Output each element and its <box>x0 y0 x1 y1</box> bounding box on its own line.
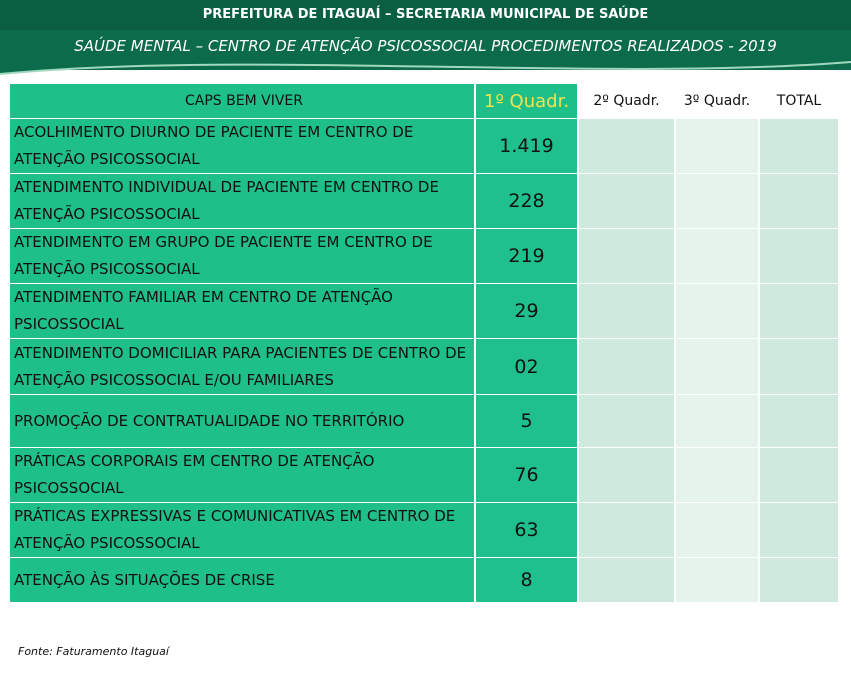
q3-cell <box>676 284 758 338</box>
q1-value: 228 <box>476 174 577 228</box>
column-header-q3: 3º Quadr. <box>676 84 758 118</box>
q3-cell <box>676 339 758 394</box>
q3-cell <box>676 395 758 447</box>
q2-cell <box>579 284 674 338</box>
q2-cell <box>579 558 674 602</box>
row-label: ATENDIMENTO EM GRUPO DE PACIENTE EM CENTRO DE ATENÇÃO PSICOSSOCIAL <box>10 229 474 283</box>
q2-cell <box>579 503 674 557</box>
row-label: ATENDIMENTO DOMICILIAR PARA PACIENTES DE CENTRO DE ATENÇÃO PSICOSSOCIAL E/OU FAMILIARES <box>10 339 474 394</box>
q1-value: 1.419 <box>476 119 577 173</box>
total-cell <box>760 229 838 283</box>
page-title: SAÚDE MENTAL – CENTRO DE ATENÇÃO PSICOSSOCIAL PROCEDIMENTOS REALIZADOS - 2019 <box>74 37 777 55</box>
source-note: Fonte: Faturamento Itaguaí <box>18 645 169 658</box>
q3-cell <box>676 229 758 283</box>
total-cell <box>760 503 838 557</box>
row-label: ATENDIMENTO FAMILIAR EM CENTRO DE ATENÇÃO PSICOSSOCIAL <box>10 284 474 338</box>
column-header-program: CAPS BEM VIVER <box>10 84 474 118</box>
q2-cell <box>579 448 674 502</box>
q3-cell <box>676 503 758 557</box>
q2-cell <box>579 229 674 283</box>
q1-value: 219 <box>476 229 577 283</box>
q1-value: 5 <box>476 395 577 447</box>
q3-cell <box>676 448 758 502</box>
q2-cell <box>579 395 674 447</box>
row-label: PRÁTICAS CORPORAIS EM CENTRO DE ATENÇÃO PSICOSSOCIAL <box>10 448 474 502</box>
header-wave-decoration <box>0 56 851 82</box>
row-label: PRÁTICAS EXPRESSIVAS E COMUNICATIVAS EM CENTRO DE ATENÇÃO PSICOSSOCIAL <box>10 503 474 557</box>
q2-cell <box>579 339 674 394</box>
q1-value: 29 <box>476 284 577 338</box>
q2-cell <box>579 119 674 173</box>
total-cell <box>760 448 838 502</box>
column-header-total: TOTAL <box>760 84 838 118</box>
q1-value: 76 <box>476 448 577 502</box>
column-header-q1: 1º Quadr. <box>476 84 577 118</box>
q3-cell <box>676 558 758 602</box>
column-header-q2: 2º Quadr. <box>579 84 674 118</box>
total-cell <box>760 395 838 447</box>
q3-cell <box>676 174 758 228</box>
q2-cell <box>579 174 674 228</box>
q1-value: 63 <box>476 503 577 557</box>
total-cell <box>760 558 838 602</box>
q1-value: 8 <box>476 558 577 602</box>
row-label: PROMOÇÃO DE CONTRATUALIDADE NO TERRITÓRIO <box>10 395 474 447</box>
q3-cell <box>676 119 758 173</box>
total-cell <box>760 339 838 394</box>
row-label: ATENDIMENTO INDIVIDUAL DE PACIENTE EM CENTRO DE ATENÇÃO PSICOSSOCIAL <box>10 174 474 228</box>
total-cell <box>760 119 838 173</box>
row-label: ATENÇÃO ÀS SITUAÇÕES DE CRISE <box>10 558 474 602</box>
row-label: ACOLHIMENTO DIURNO DE PACIENTE EM CENTRO DE ATENÇÃO PSICOSSOCIAL <box>10 119 474 173</box>
org-title: PREFEITURA DE ITAGUAÍ – SECRETARIA MUNICIPAL DE SAÚDE <box>0 0 851 30</box>
q1-value: 02 <box>476 339 577 394</box>
total-cell <box>760 174 838 228</box>
total-cell <box>760 284 838 338</box>
